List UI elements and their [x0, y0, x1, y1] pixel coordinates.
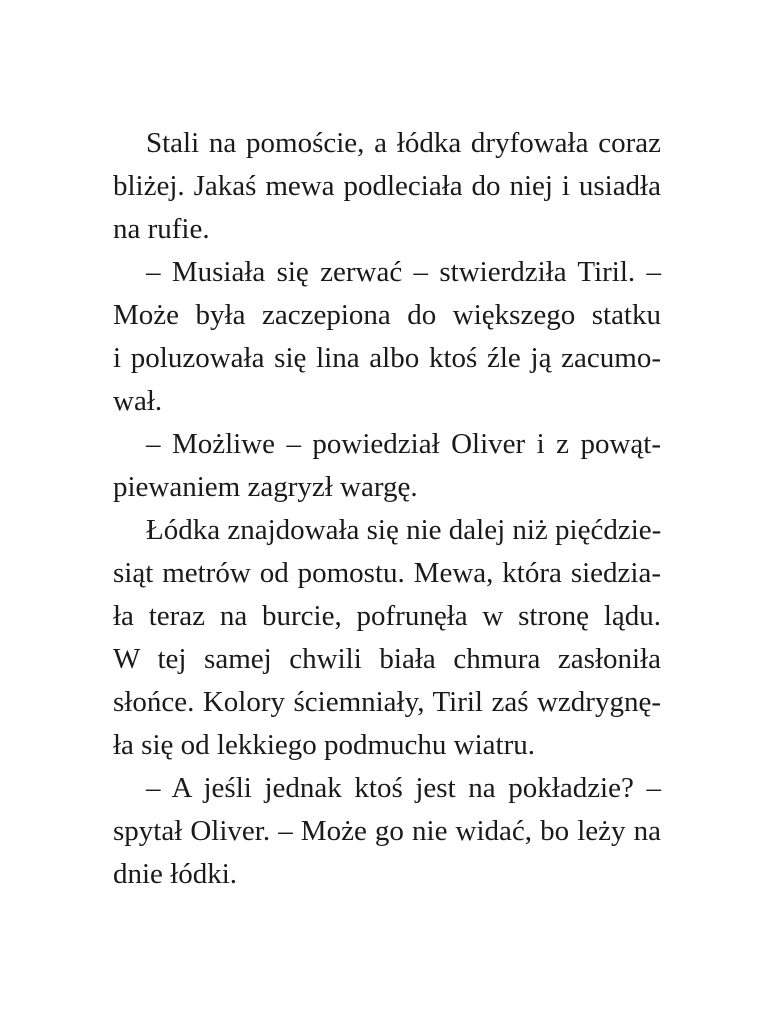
text-line: Stali na pomoście, a łódka dryfowała coraz — [146, 127, 661, 159]
text-line: ła teraz na burcie, pofrunęła w stronę lądu. — [113, 600, 661, 632]
text-line: bliżej. Jakaś mewa podleciała do niej i usiadła — [113, 170, 661, 202]
text-line: piewaniem zagryzł wargę. — [113, 471, 418, 503]
text-line: na rufie. — [113, 213, 210, 245]
text-line: dnie łódki. — [113, 858, 238, 890]
text-line: – Możliwe – powiedział Oliver i z powąt- — [146, 428, 661, 460]
text-line: – A jeśli jednak ktoś jest na pokładzie? – — [146, 772, 661, 804]
text-line: słońce. Kolory ściemniały, Tiril zaś wzdrygnę- — [113, 686, 661, 718]
text-line: – Musiała się zerwać – stwierdziła Tiril. – — [146, 256, 661, 288]
text-line: wał. — [113, 385, 163, 417]
text-line: W tej samej chwili biała chmura zasłoniła — [113, 643, 661, 675]
text-line: Łódka znajdowała się nie dalej niż pięćdzie- — [146, 514, 662, 546]
text-line: ła się od lekkiego podmuchu wiatru. — [113, 729, 536, 761]
text-line: siąt metrów od pomostu. Mewa, która siedzia- — [113, 557, 661, 589]
text-line: Może była zaczepiona do większego statku — [113, 299, 661, 331]
book-page-text — [113, 122, 661, 896]
text-line: spytał Oliver. – Może go nie widać, bo leży na — [113, 815, 661, 847]
text-line: i poluzowała się lina albo ktoś źle ją zacumo- — [113, 342, 661, 374]
